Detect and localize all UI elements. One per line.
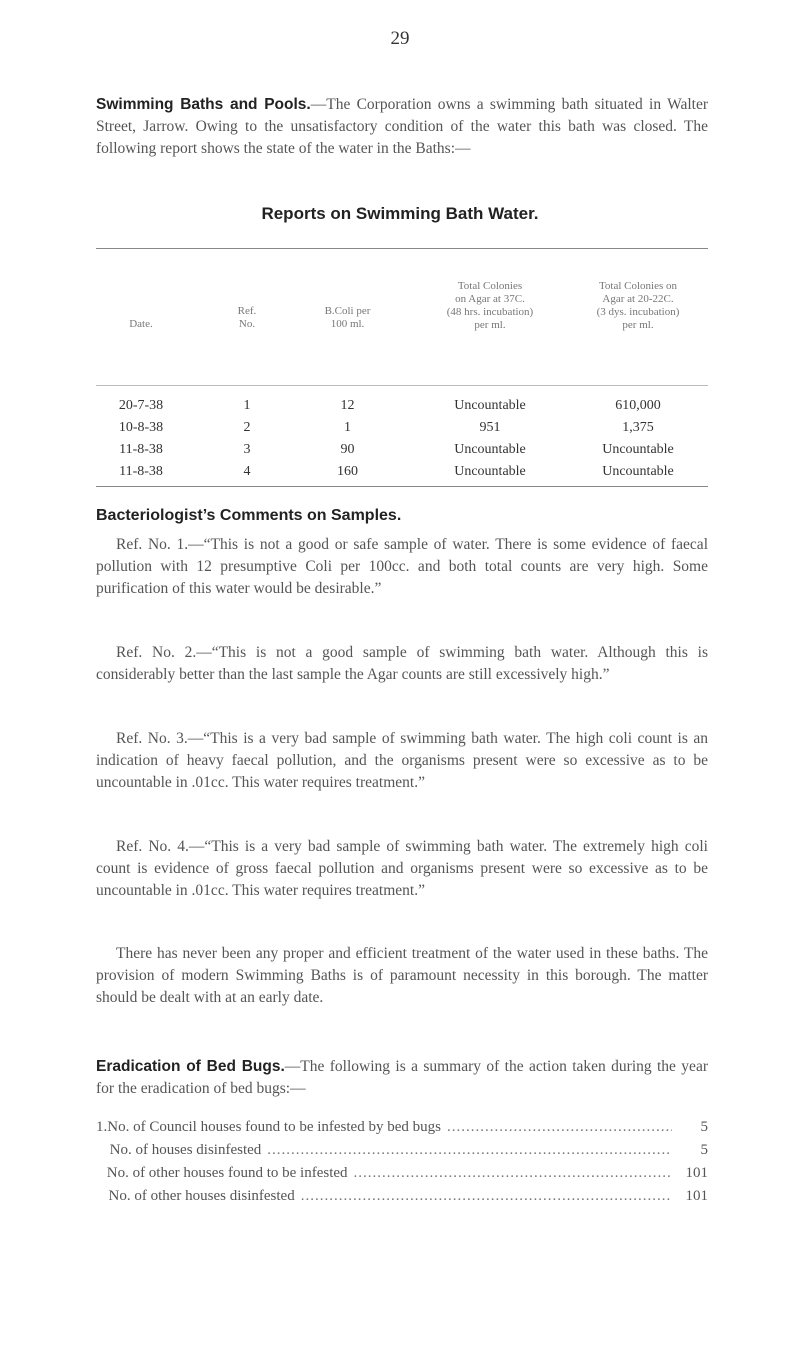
comment-paragraph: Ref. No. 2.—“This is not a good sample of swimming bath water. Although this is considerably better than the last sample the Agar counts are still excessively high.” (96, 644, 708, 683)
cell-ref: 1 (243, 398, 251, 413)
cell-date: 11-8-38 (119, 442, 163, 457)
cell-agar37: 951 (479, 420, 501, 435)
header-date: Date. (129, 318, 153, 330)
cell-agar20: Uncountable (602, 464, 674, 479)
list-item (96, 1119, 708, 1136)
header-agar20: Total Colonies on Agar at 20-22C. (3 dys. incubation) per ml. (596, 280, 680, 331)
list-item (96, 1142, 708, 1159)
list-label: No. of houses disinfested (109, 1142, 262, 1158)
bed-bugs-paragraph (96, 1056, 708, 1100)
cell-ref: 3 (243, 442, 251, 457)
intro-paragraph (96, 94, 708, 160)
leader-dots (354, 1165, 672, 1182)
comment-paragraph: Ref. No. 1.—“This is not a good or safe sample of water. There is some evidence of faecal pollution with 12 presumptive Coli per 100cc. and both total counts are very high. Some purification of this water would be desirable.” (96, 536, 708, 597)
intro-text: —The Corporation owns a swimming bath situated in Walter Street, Jarrow. Owing to the unsatisfactory condition of the water this bath was closed. The following report shows the state of the water in the Baths:— (96, 96, 709, 157)
header-agar37: Total Colonies on Agar at 37C. (48 hrs. incubation) per ml. (446, 280, 534, 331)
bed-bugs-text: —The following is a summary of the action taken during the year for the eradication of bed bugs:— (96, 1058, 708, 1097)
leader-dots (447, 1119, 672, 1136)
table-bottom-rule (96, 486, 708, 487)
list-number: 1. (96, 1119, 108, 1135)
cell-ref: 2 (243, 420, 251, 435)
cell-date: 20-7-38 (118, 398, 164, 413)
list-label: No. of other houses found to be infested (106, 1165, 348, 1181)
cell-agar20: 610,000 (615, 398, 661, 413)
header-bcoli: B.Coli per 100 ml. (324, 305, 371, 330)
list-value: 5 (700, 1142, 708, 1158)
list-value: 101 (685, 1165, 708, 1181)
list-item (96, 1188, 708, 1205)
table-top-rule (96, 248, 708, 249)
cell-bcoli: 1 (344, 420, 351, 435)
cell-agar20: 1,375 (622, 420, 654, 435)
closing-paragraph: There has never been any proper and efficient treatment of the water used in these baths. The provision of modern Swimming Baths is of paramount necessity in this borough. The matter should be dealt with at an early date. (96, 945, 708, 1006)
header-ref: Ref. No. (237, 305, 257, 330)
cell-ref: 4 (243, 464, 251, 479)
cell-date: 10-8-38 (118, 420, 164, 435)
cell-agar37: Uncountable (454, 442, 526, 457)
cell-agar37: Uncountable (454, 398, 526, 413)
reports-title: Reports on Swimming Bath Water. (261, 204, 539, 223)
bed-bugs-title: Eradication of Bed Bugs. (96, 1058, 285, 1075)
table-mid-rule (96, 385, 708, 386)
intro-title: Swimming Baths and Pools. (96, 96, 311, 113)
leader-dots (301, 1188, 672, 1205)
list-value: 101 (685, 1188, 708, 1204)
comment-paragraph: Ref. No. 3.—“This is a very bad sample of swimming bath water. The high coli count is an indication of heavy faecal pollution, and the organisms present were so excessive as to be uncountable in .01cc. This water requires treatment.” (96, 730, 708, 791)
cell-bcoli: 90 (340, 442, 355, 457)
list-value: 5 (700, 1119, 708, 1135)
page-number: 29 (390, 28, 410, 49)
cell-date: 11-8-38 (119, 464, 163, 479)
comments-title: Bacteriologist’s Comments on Samples. (96, 507, 402, 524)
cell-bcoli: 160 (337, 464, 358, 479)
list-item (96, 1165, 708, 1182)
list-label: No. of other houses disinfested (108, 1188, 295, 1204)
cell-bcoli: 12 (340, 398, 355, 413)
cell-agar37: Uncountable (454, 464, 526, 479)
list-label: No. of Council houses found to be infested by bed bugs (107, 1119, 441, 1135)
leader-dots (267, 1142, 672, 1159)
comment-paragraph: Ref. No. 4.—“This is a very bad sample of swimming bath water. The extremely high coli count is evidence of gross faecal pollution and organisms present were so excessive as to be uncountable in .01cc. This water requires treatment.” (96, 838, 708, 899)
cell-agar20: Uncountable (602, 442, 674, 457)
